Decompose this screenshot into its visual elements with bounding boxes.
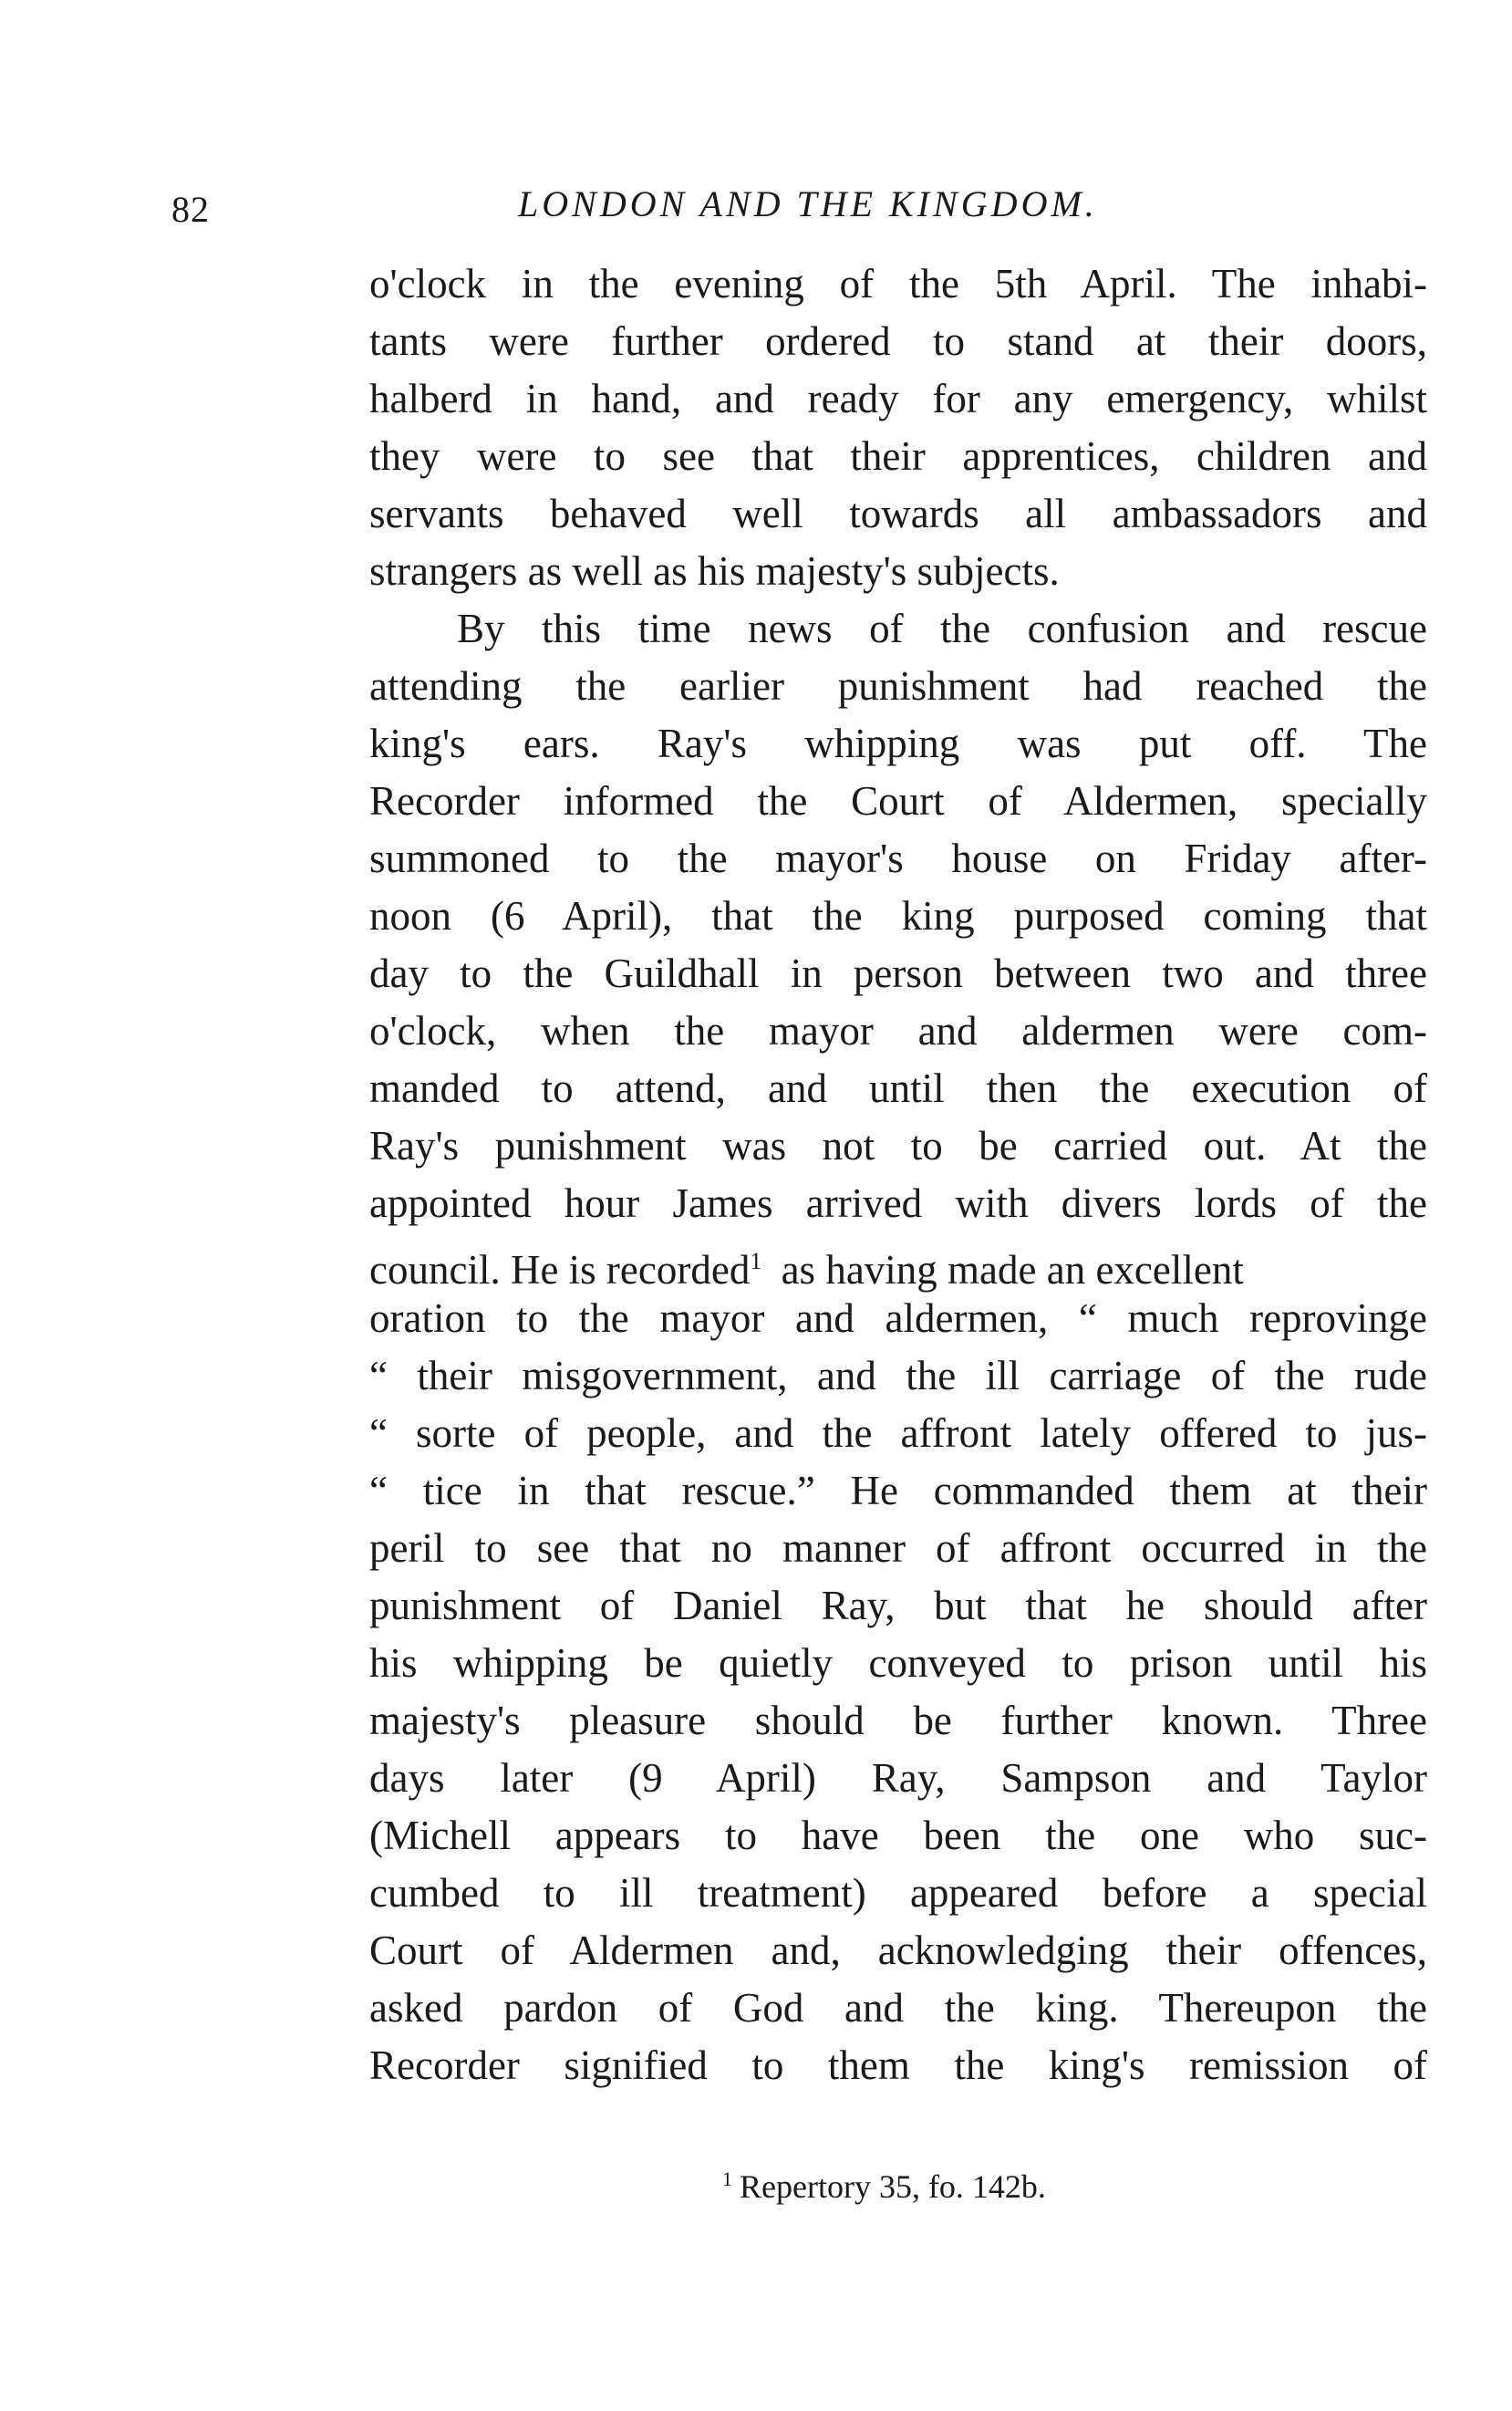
text-line: By this time news of the confusion and rescue (457, 606, 1427, 651)
text-line: Recorder signified to them the king's remission of (369, 2042, 1427, 2088)
text-line: noon (6 April), that the king purposed coming that (369, 893, 1427, 939)
text-line: summoned to the mayor's house on Friday after- (369, 836, 1427, 881)
text-line: tants were further ordered to stand at their doors, (369, 318, 1427, 364)
footnote-marker: 1 (722, 2167, 732, 2190)
text-line-with-footnote-ref (369, 1232, 1427, 1293)
text-line: manded to attend, and until then the execution of (369, 1065, 1427, 1111)
running-title: LONDON AND THE KINGDOM. (518, 183, 1098, 224)
text-line: appointed hour James arrived with divers lords of the (369, 1180, 1427, 1226)
text-line: (Michell appears to have been the one who suc- (369, 1813, 1427, 1858)
footnote-reference: 1 (750, 1248, 762, 1274)
text-line: “ their misgovernment, and the ill carriage of the rude (369, 1353, 1427, 1398)
page-number: 82 (171, 189, 210, 230)
body-text (369, 255, 1427, 2094)
text-line: servants behaved well towards all ambassadors and (369, 491, 1427, 536)
text-line: punishment of Daniel Ray, but that he should after (369, 1583, 1427, 1628)
text-line: cumbed to ill treatment) appeared before a special (369, 1870, 1427, 1916)
text-line: Recorder informed the Court of Aldermen, specially (369, 778, 1427, 824)
footnote (722, 2167, 1046, 2206)
text-line: oration to the mayor and aldermen, “ much reprovinge (369, 1295, 1427, 1341)
text-line: “ tice in that rescue.” He commanded them at their (369, 1468, 1427, 1513)
text-line: days later (9 April) Ray, Sampson and Taylor (369, 1755, 1427, 1801)
text-line: strangers as well as his majesty's subjects. (369, 548, 1060, 594)
text-segment: council. He is recorded (369, 1247, 751, 1293)
text-line: king's ears. Ray's whipping was put off. The (369, 721, 1427, 766)
text-line: majesty's pleasure should be further known. Three (369, 1698, 1427, 1743)
text-line: attending the earlier punishment had reached the (369, 663, 1427, 709)
text-line: his whipping be quietly conveyed to prison until his (369, 1640, 1427, 1686)
text-line: o'clock, when the mayor and aldermen were com- (369, 1008, 1427, 1054)
text-line: Court of Aldermen and, acknowledging their offences, (369, 1928, 1427, 1973)
text-line: they were to see that their apprentices, children and (369, 433, 1427, 479)
text-line: day to the Guildhall in person between two and three (369, 951, 1427, 996)
text-line: Ray's punishment was not to be carried out. At the (369, 1123, 1427, 1169)
text-line: asked pardon of God and the king. Thereupon the (369, 1985, 1427, 2031)
text-line: “ sorte of people, and the affront lately offered to jus- (369, 1410, 1427, 1456)
text-segment: as having made an excellent (781, 1247, 1244, 1293)
footnote-text: Repertory 35, fo. 142b. (740, 2168, 1046, 2205)
text-line: o'clock in the evening of the 5th April. The inhabi- (369, 261, 1427, 307)
text-line: peril to see that no manner of affront occurred in the (369, 1525, 1427, 1571)
text-line: halberd in hand, and ready for any emergency, whilst (369, 376, 1427, 421)
